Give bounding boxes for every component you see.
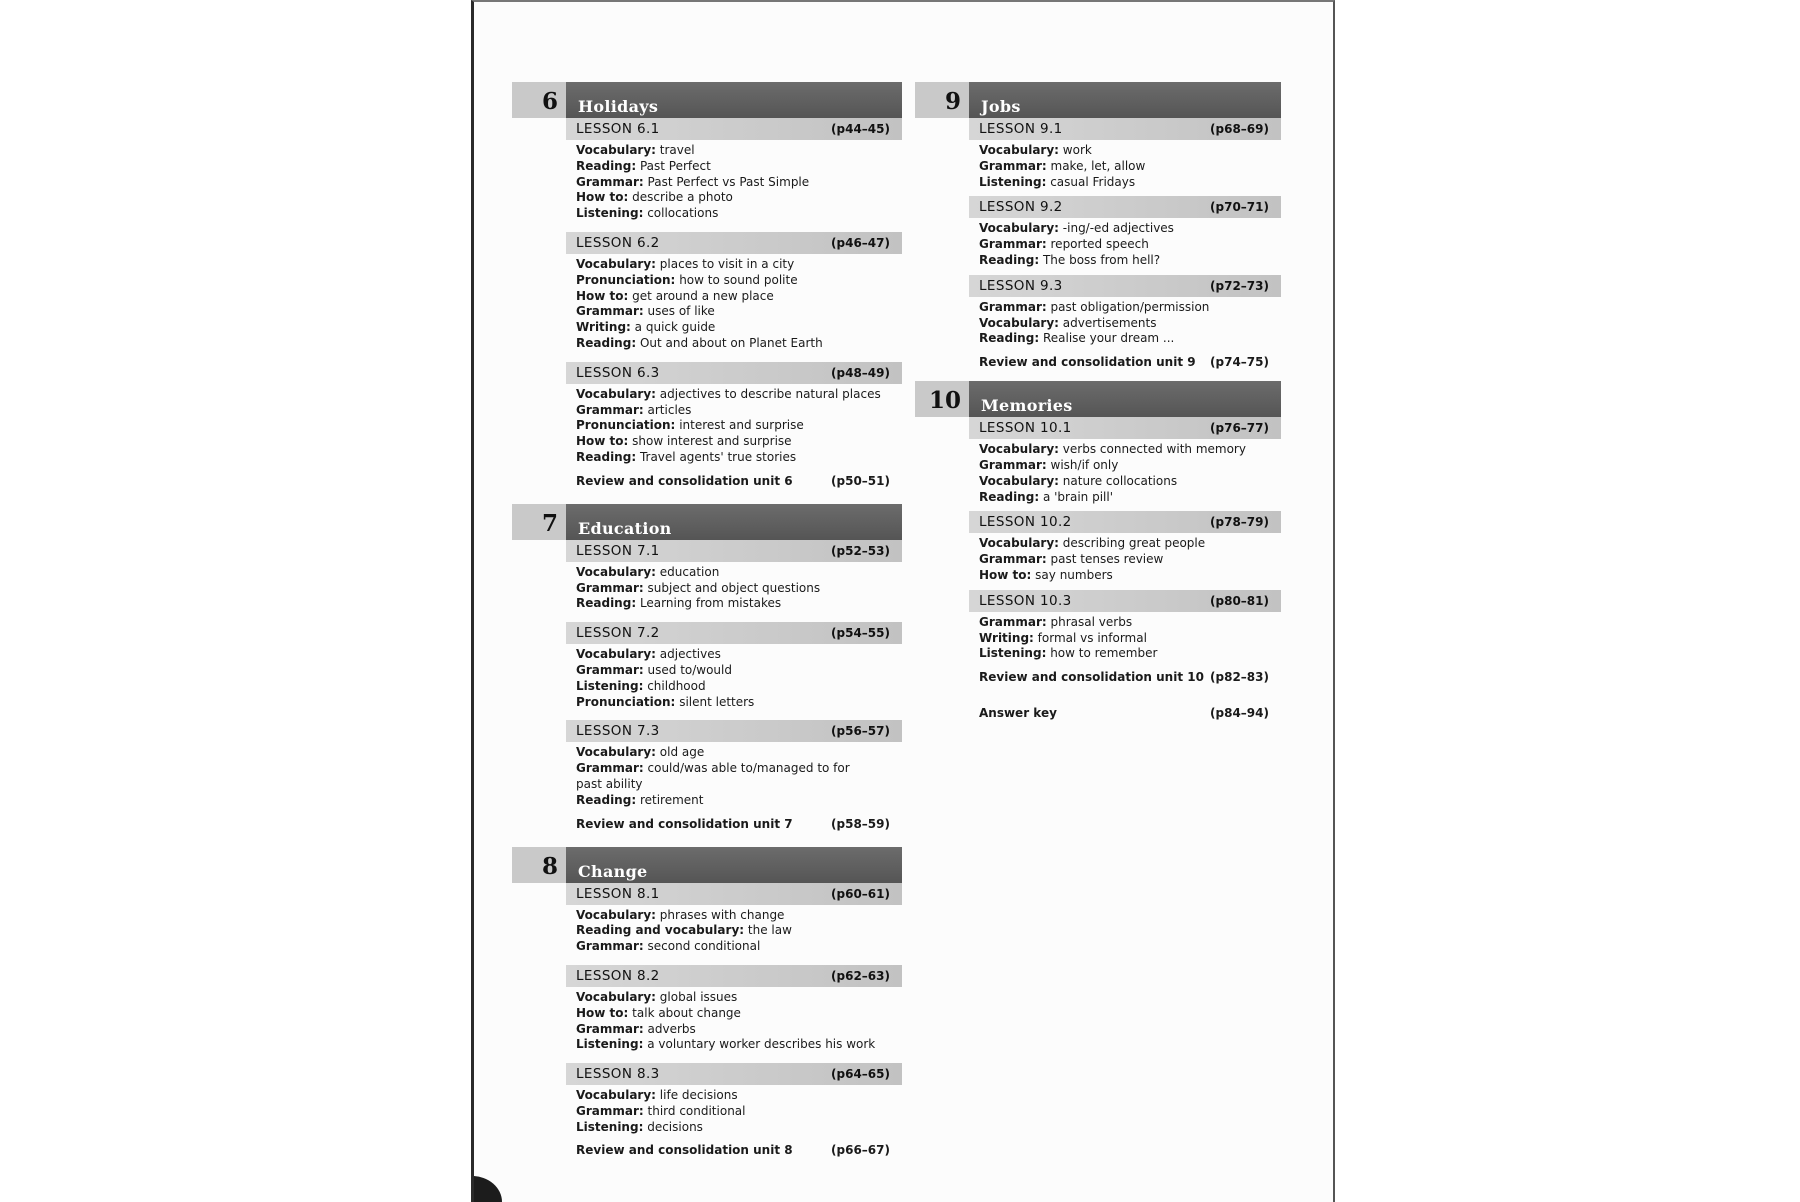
lesson-item	[979, 221, 1271, 237]
item-label: How to:	[979, 567, 1032, 582]
lesson-item	[576, 1006, 892, 1022]
item-text: could/was able to/managed to for	[647, 761, 850, 776]
item-text: Out and about on Planet Earth	[639, 335, 823, 350]
lesson-item	[576, 159, 892, 175]
item-label: Vocabulary:	[576, 907, 656, 922]
contents-page	[471, 0, 1335, 1202]
item-label: Reading:	[979, 252, 1040, 267]
lesson-block	[969, 590, 1281, 662]
item-label: Vocabulary:	[979, 221, 1059, 236]
unit-section	[915, 82, 1281, 369]
item-label: Grammar:	[576, 304, 644, 319]
lesson-pages: (p68–69)	[1210, 122, 1269, 136]
review-label: Review and consolidation unit 9	[979, 355, 1196, 370]
lesson-header	[566, 362, 902, 384]
lesson-item	[979, 490, 1271, 506]
lesson-items	[969, 140, 1281, 190]
item-text: collocations	[647, 206, 719, 221]
review-pages: (p74–75)	[1210, 355, 1269, 370]
item-text: make, let, allow	[1050, 158, 1146, 173]
item-text: The boss from hell?	[1042, 252, 1161, 267]
item-text: phrasal verbs	[1050, 614, 1133, 629]
item-text: Realise your dream ...	[1042, 331, 1175, 346]
item-text: -ing/-ed adjectives	[1062, 221, 1174, 236]
item-label: Writing:	[979, 630, 1034, 645]
item-text: work	[1062, 143, 1092, 157]
answer-key-row	[969, 702, 1281, 720]
unit-header	[512, 504, 902, 540]
lesson-pages: (p78–79)	[1210, 515, 1269, 530]
lesson-header	[969, 590, 1281, 612]
lesson-pages: (p72–73)	[1210, 278, 1269, 293]
item-text: used to/would	[647, 662, 732, 677]
item-label: Vocabulary:	[979, 473, 1059, 488]
lesson-block	[566, 540, 902, 612]
lesson-header	[969, 511, 1281, 533]
unit-header	[915, 381, 1281, 417]
lesson-item	[979, 646, 1271, 662]
item-label: Listening:	[576, 678, 644, 693]
unit-section	[512, 82, 902, 488]
lesson-block	[969, 417, 1281, 505]
lesson-item	[576, 939, 892, 955]
item-label: Vocabulary:	[979, 143, 1059, 157]
item-text: talk about change	[632, 1005, 741, 1020]
unit-title: Holidays	[566, 82, 902, 118]
item-text: Past Perfect	[639, 158, 711, 173]
lesson-block	[566, 883, 902, 955]
lesson-block	[566, 965, 902, 1053]
item-text: how to remember	[1050, 646, 1158, 661]
review-label: Review and consolidation unit 7	[576, 816, 793, 831]
item-text: say numbers	[1035, 567, 1113, 582]
lesson-block	[566, 720, 902, 808]
item-label: Pronunciation:	[576, 694, 676, 709]
item-text: show interest and surprise	[632, 434, 792, 449]
item-label: Grammar:	[576, 761, 644, 776]
lesson-pages: (p52–53)	[831, 543, 890, 558]
item-label: Pronunciation:	[576, 272, 676, 287]
lesson-item	[576, 1037, 892, 1053]
item-text: describe a photo	[632, 190, 733, 205]
item-text: Past Perfect vs Past Simple	[647, 174, 810, 189]
lesson-item	[576, 1088, 892, 1104]
unit-section	[512, 504, 902, 831]
lesson-item	[576, 908, 892, 924]
lesson-name: LESSON 8.2	[576, 967, 660, 984]
lesson-header	[969, 118, 1281, 140]
item-label: How to:	[576, 434, 629, 449]
lesson-pages: (p54–55)	[831, 626, 890, 641]
lesson-block	[566, 118, 902, 222]
lesson-item	[979, 237, 1271, 253]
lesson-item	[576, 450, 892, 466]
item-text: past obligation/permission	[1050, 299, 1210, 314]
item-text: a quick guide	[634, 320, 716, 335]
lesson-item	[576, 647, 892, 663]
lesson-item	[576, 745, 892, 761]
item-text: nature collocations	[1062, 473, 1178, 488]
unit-section	[915, 381, 1281, 684]
item-text: places to visit in a city	[659, 256, 795, 271]
lesson-name: LESSON 6.3	[576, 364, 660, 381]
lesson-block	[969, 118, 1281, 190]
item-label: Vocabulary:	[576, 256, 656, 271]
item-text: a voluntary worker describes his work	[647, 1037, 876, 1052]
unit-header	[915, 82, 1281, 118]
lesson-item	[576, 1104, 892, 1120]
item-label: Grammar:	[576, 1103, 644, 1118]
lesson-item	[576, 257, 892, 273]
answer-key-pages: (p84–94)	[1210, 706, 1269, 721]
lesson-header	[566, 118, 902, 140]
review-row	[566, 470, 902, 488]
page-corner	[471, 1176, 502, 1202]
lesson-item	[576, 761, 892, 777]
unit-number: 9	[915, 82, 969, 118]
item-label: Reading:	[979, 331, 1040, 346]
lesson-items	[566, 140, 902, 222]
lesson-items	[566, 987, 902, 1053]
item-label: How to:	[576, 288, 629, 303]
lesson-item	[979, 253, 1271, 269]
item-label: Vocabulary:	[576, 745, 656, 760]
lesson-items	[969, 612, 1281, 662]
item-label: Listening:	[576, 1119, 644, 1134]
lesson-items	[566, 644, 902, 710]
unit-title: Jobs	[969, 82, 1281, 118]
lesson-item	[979, 159, 1271, 175]
lesson-pages: (p64–65)	[831, 1067, 890, 1082]
lesson-pages: (p46–47)	[831, 235, 890, 250]
item-text: describing great people	[1062, 536, 1206, 551]
item-label: Vocabulary:	[576, 989, 656, 1004]
lesson-item	[979, 316, 1271, 332]
lesson-item	[576, 923, 892, 939]
lesson-items	[566, 562, 902, 612]
lesson-pages: (p44–45)	[831, 122, 890, 136]
lesson-item	[576, 320, 892, 336]
item-label: Reading:	[576, 792, 637, 807]
item-text: a 'brain pill'	[1042, 489, 1113, 504]
item-text: interest and surprise	[679, 418, 804, 433]
item-label: Grammar:	[979, 552, 1047, 567]
lesson-items	[566, 1085, 902, 1135]
lesson-item	[576, 175, 892, 191]
lesson-header	[566, 1063, 902, 1085]
lesson-name: LESSON 10.3	[979, 592, 1072, 609]
lesson-item	[576, 143, 892, 159]
item-text: past tenses review	[1050, 552, 1164, 567]
item-label: Grammar:	[979, 237, 1047, 252]
item-text: travel	[659, 143, 695, 157]
review-row	[566, 813, 902, 831]
item-label: Grammar:	[576, 1021, 644, 1036]
item-label: Grammar:	[576, 939, 644, 954]
item-text: adjectives to describe natural places	[659, 386, 881, 401]
review-pages: (p50–51)	[831, 473, 890, 488]
item-text: life decisions	[659, 1088, 738, 1103]
lesson-pages: (p60–61)	[831, 886, 890, 901]
item-label: Grammar:	[979, 299, 1047, 314]
item-label: Listening:	[979, 174, 1047, 189]
lesson-item	[576, 793, 892, 809]
item-label: Vocabulary:	[576, 143, 656, 157]
item-text: wish/if only	[1050, 457, 1119, 472]
lesson-header	[566, 232, 902, 254]
item-text: verbs connected with memory	[1062, 442, 1246, 457]
lesson-item	[576, 679, 892, 695]
item-text: advertisements	[1062, 315, 1157, 330]
review-pages: (p58–59)	[831, 816, 890, 831]
lesson-name: LESSON 6.2	[576, 234, 660, 251]
item-label: Grammar:	[576, 662, 644, 677]
lesson-block	[566, 622, 902, 710]
unit-header	[512, 847, 902, 883]
lesson-name: LESSON 7.1	[576, 542, 660, 559]
item-label: Grammar:	[979, 158, 1047, 173]
lesson-item	[979, 442, 1271, 458]
lesson-header	[969, 417, 1281, 439]
item-text: Travel agents' true stories	[639, 449, 797, 464]
item-text: childhood	[647, 678, 706, 693]
lesson-header	[969, 275, 1281, 297]
lesson-item	[576, 304, 892, 320]
item-label: Listening:	[979, 646, 1047, 661]
item-text: old age	[659, 745, 705, 760]
lesson-header	[566, 965, 902, 987]
lesson-header	[566, 883, 902, 905]
lesson-item	[979, 300, 1271, 316]
item-label: Writing:	[576, 320, 631, 335]
item-label: Grammar:	[576, 174, 644, 189]
review-row	[969, 666, 1281, 684]
item-label: Vocabulary:	[576, 1088, 656, 1103]
unit-number: 10	[915, 381, 969, 417]
lesson-name: LESSON 9.3	[979, 277, 1063, 294]
lesson-item	[576, 565, 892, 581]
lesson-item	[576, 1022, 892, 1038]
item-text: silent letters	[679, 694, 755, 709]
item-label: Reading:	[576, 449, 637, 464]
lesson-name: LESSON 7.3	[576, 723, 660, 740]
item-text: reported speech	[1050, 237, 1149, 252]
lesson-item	[979, 331, 1271, 347]
lesson-name: LESSON 9.1	[979, 121, 1063, 137]
lesson-item	[979, 631, 1271, 647]
item-label: Vocabulary:	[576, 564, 656, 579]
item-label: How to:	[576, 1005, 629, 1020]
review-row	[566, 1139, 902, 1157]
review-pages: (p82–83)	[1210, 670, 1269, 685]
item-label: Grammar:	[576, 580, 644, 595]
lesson-name: LESSON 10.1	[979, 420, 1072, 437]
item-text: second conditional	[647, 939, 761, 954]
lesson-item	[576, 289, 892, 305]
item-label: How to:	[576, 190, 629, 205]
lesson-item	[979, 568, 1271, 584]
item-text: retirement	[639, 792, 704, 807]
lesson-item	[576, 403, 892, 419]
lesson-items	[969, 439, 1281, 505]
lesson-name: LESSON 6.1	[576, 121, 660, 137]
lesson-item	[576, 663, 892, 679]
lesson-pages: (p62–63)	[831, 968, 890, 983]
unit-section	[512, 847, 902, 1158]
lesson-name: LESSON 9.2	[979, 199, 1063, 216]
lesson-name: LESSON 10.2	[979, 514, 1072, 531]
lesson-items	[969, 218, 1281, 268]
item-label: Reading:	[576, 158, 637, 173]
lesson-item	[979, 143, 1271, 159]
item-text: articles	[647, 402, 692, 417]
item-text: subject and object questions	[647, 580, 821, 595]
lesson-item	[576, 777, 892, 793]
item-label: Vocabulary:	[576, 386, 656, 401]
item-label: Vocabulary:	[576, 647, 656, 662]
lesson-pages: (p70–71)	[1210, 200, 1269, 215]
review-label: Review and consolidation unit 6	[576, 473, 793, 488]
lesson-item	[576, 434, 892, 450]
lesson-items	[969, 533, 1281, 583]
lesson-item	[576, 1120, 892, 1136]
item-label: Listening:	[576, 206, 644, 221]
lesson-items	[566, 905, 902, 955]
item-label: Vocabulary:	[979, 536, 1059, 551]
lesson-block	[566, 232, 902, 352]
item-label: Vocabulary:	[979, 442, 1059, 457]
lesson-item	[576, 990, 892, 1006]
item-label: Reading and vocabulary:	[576, 923, 745, 938]
item-label: Reading:	[576, 335, 637, 350]
lesson-block	[969, 511, 1281, 583]
lesson-item	[576, 273, 892, 289]
lesson-item	[576, 387, 892, 403]
item-label: Listening:	[576, 1037, 644, 1052]
item-text: adjectives	[659, 647, 721, 662]
review-label: Review and consolidation unit 8	[576, 1143, 793, 1158]
lesson-pages: (p48–49)	[831, 365, 890, 380]
item-label: Grammar:	[576, 402, 644, 417]
lesson-item	[979, 458, 1271, 474]
review-label: Review and consolidation unit 10	[979, 670, 1204, 685]
lesson-pages: (p56–57)	[831, 724, 890, 739]
item-label: Vocabulary:	[979, 315, 1059, 330]
lesson-item	[576, 206, 892, 222]
lesson-item	[576, 581, 892, 597]
item-text: get around a new place	[632, 288, 774, 303]
unit-number: 8	[512, 847, 566, 883]
review-pages: (p66–67)	[831, 1143, 890, 1158]
lesson-item	[979, 175, 1271, 191]
lesson-name: LESSON 8.3	[576, 1066, 660, 1083]
contents-column-right	[915, 82, 1281, 720]
lesson-items	[566, 384, 902, 466]
unit-header	[512, 82, 902, 118]
unit-number: 6	[512, 82, 566, 118]
item-text: education	[659, 564, 720, 579]
lesson-item	[576, 190, 892, 206]
lesson-items	[566, 254, 902, 352]
item-text: formal vs informal	[1037, 630, 1147, 645]
lesson-block	[566, 1063, 902, 1135]
lesson-header	[566, 540, 902, 562]
lesson-item	[979, 474, 1271, 490]
unit-title: Memories	[969, 381, 1281, 417]
item-label: Reading:	[979, 489, 1040, 504]
lesson-pages: (p80–81)	[1210, 593, 1269, 608]
item-text: how to sound polite	[679, 272, 798, 287]
item-text: phrases with change	[659, 907, 785, 922]
lesson-items	[969, 297, 1281, 347]
unit-number: 7	[512, 504, 566, 540]
review-row	[969, 351, 1281, 369]
item-label: Pronunciation:	[576, 418, 676, 433]
lesson-block	[566, 362, 902, 466]
lesson-item	[576, 336, 892, 352]
item-text: decisions	[647, 1119, 703, 1134]
lesson-header	[969, 196, 1281, 218]
item-text: past ability	[576, 776, 643, 791]
unit-title: Change	[566, 847, 902, 883]
lesson-header	[566, 622, 902, 644]
contents-column-left	[512, 82, 902, 1157]
item-text: casual Fridays	[1050, 174, 1136, 189]
lesson-block	[969, 196, 1281, 268]
lesson-block	[969, 275, 1281, 347]
item-label: Grammar:	[979, 614, 1047, 629]
lesson-item	[979, 552, 1271, 568]
unit-title: Education	[566, 504, 902, 540]
lesson-item	[576, 418, 892, 434]
lesson-header	[566, 720, 902, 742]
item-text: third conditional	[647, 1103, 746, 1118]
lesson-name: LESSON 8.1	[576, 885, 660, 902]
item-text: global issues	[659, 989, 738, 1004]
lesson-item	[576, 596, 892, 612]
answer-key-label: Answer key	[979, 706, 1057, 721]
lesson-item	[979, 536, 1271, 552]
item-text: the law	[747, 923, 792, 938]
lesson-item	[576, 695, 892, 711]
item-label: Grammar:	[979, 457, 1047, 472]
item-text: Learning from mistakes	[639, 596, 782, 611]
item-label: Reading:	[576, 596, 637, 611]
item-text: adverbs	[647, 1021, 696, 1036]
item-text: uses of like	[647, 304, 715, 319]
lesson-pages: (p76–77)	[1210, 421, 1269, 436]
lesson-items	[566, 742, 902, 808]
lesson-item	[979, 615, 1271, 631]
lesson-name: LESSON 7.2	[576, 625, 660, 642]
